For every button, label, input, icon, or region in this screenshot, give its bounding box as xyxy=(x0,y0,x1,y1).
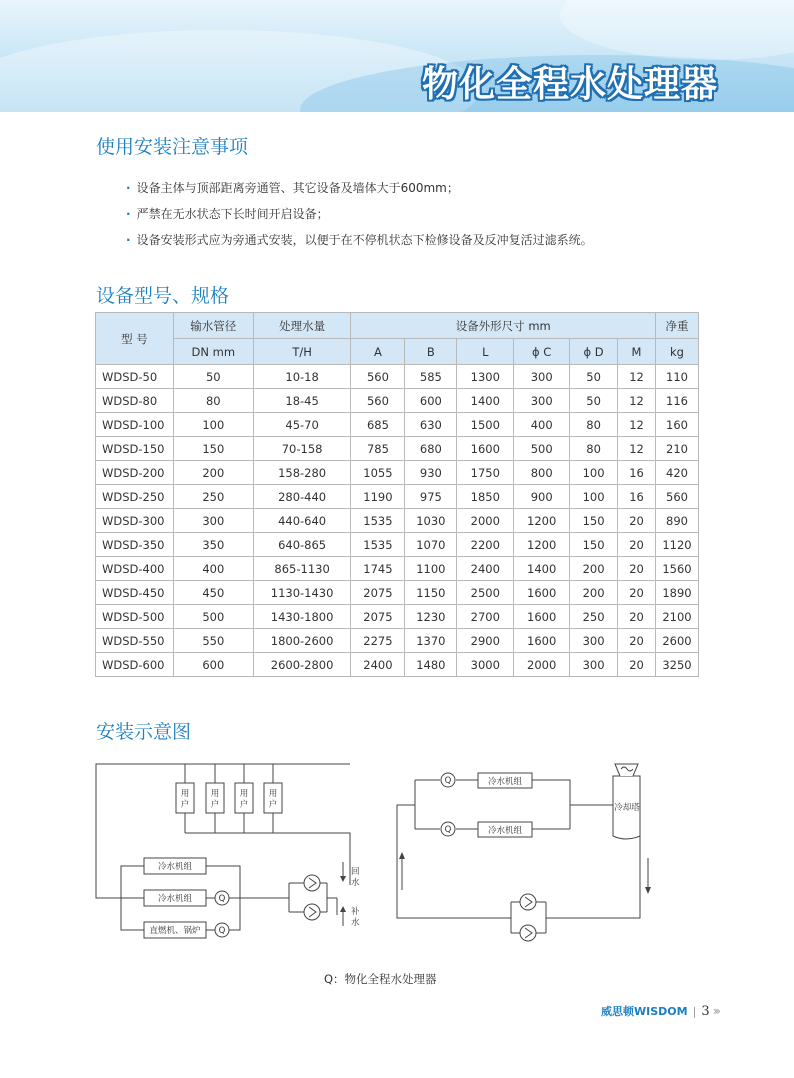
table-cell: 80 xyxy=(173,389,253,413)
table-cell: 20 xyxy=(618,533,656,557)
table-cell: 400 xyxy=(514,413,570,437)
table-cell: 116 xyxy=(655,389,698,413)
table-cell: 2075 xyxy=(351,605,405,629)
table-cell: 250 xyxy=(570,605,618,629)
q-label: Q xyxy=(218,926,226,936)
cooling-tower-fan xyxy=(615,764,638,776)
user-label: 户 xyxy=(210,800,220,810)
table-row xyxy=(96,485,699,509)
pump-icon xyxy=(304,904,320,920)
arrow-down-icon xyxy=(645,887,651,894)
table-cell: 200 xyxy=(570,557,618,581)
table-cell: 2075 xyxy=(351,581,405,605)
user-label: 户 xyxy=(180,800,190,810)
arrow-up-icon xyxy=(399,852,405,859)
table-cell: 20 xyxy=(618,557,656,581)
table-cell: 2400 xyxy=(457,557,514,581)
chiller-label: 冷水机组 xyxy=(157,862,193,872)
header-dim-d: ϕ D xyxy=(570,339,618,365)
note-item: · 严禁在无水状态下长时间开启设备； xyxy=(126,206,593,232)
header-dim-a: A xyxy=(351,339,405,365)
brand-logo: 威思顿WISDOM xyxy=(601,1005,688,1018)
table-cell: 2600 xyxy=(655,629,698,653)
pump-icon xyxy=(520,894,536,910)
table-cell: 1600 xyxy=(457,437,514,461)
table-cell: 100 xyxy=(570,485,618,509)
return-water-label: 水 xyxy=(351,878,360,888)
table-cell: 865-1130 xyxy=(253,557,351,581)
table-cell: 16 xyxy=(618,461,656,485)
table-cell: WDSD-350 xyxy=(96,533,174,557)
table-cell: 50 xyxy=(570,389,618,413)
right-piping xyxy=(397,780,640,933)
table-cell: 680 xyxy=(405,437,457,461)
header-dim-b: B xyxy=(405,339,457,365)
table-cell: 2900 xyxy=(457,629,514,653)
header-row xyxy=(96,339,699,365)
table-cell: 20 xyxy=(618,581,656,605)
header-dim-c: ϕ C xyxy=(514,339,570,365)
header-dim-m: M xyxy=(618,339,656,365)
table-cell: 50 xyxy=(570,365,618,389)
table-cell: 890 xyxy=(655,509,698,533)
table-cell: 80 xyxy=(570,413,618,437)
table-cell: 3000 xyxy=(457,653,514,677)
pump-icon xyxy=(520,925,536,941)
table-cell: 500 xyxy=(173,605,253,629)
table-cell: 1030 xyxy=(405,509,457,533)
table-cell: 1850 xyxy=(457,485,514,509)
header-flow-unit: T/H xyxy=(253,339,351,365)
table-cell: 440-640 xyxy=(253,509,351,533)
table-cell: 1400 xyxy=(457,389,514,413)
page-title: 物化全程水处理器 xyxy=(421,64,718,105)
table-cell: 300 xyxy=(514,389,570,413)
footer xyxy=(601,1003,718,1019)
table-cell: WDSD-80 xyxy=(96,389,174,413)
user-label: 用 xyxy=(180,789,190,799)
table-cell: 1130-1430 xyxy=(253,581,351,605)
table-cell: 630 xyxy=(405,413,457,437)
table-cell: 70-158 xyxy=(253,437,351,461)
table-cell: 150 xyxy=(173,437,253,461)
table-cell: 2400 xyxy=(351,653,405,677)
q-label: Q xyxy=(218,894,226,904)
table-cell: 100 xyxy=(570,461,618,485)
table-cell: 560 xyxy=(351,389,405,413)
user-label: 户 xyxy=(239,800,249,810)
table-cell: 250 xyxy=(173,485,253,509)
footer-divider: | xyxy=(692,1004,697,1018)
note-item: · 设备安装形式应为旁通式安装，以便于在不停机状态下检修设备及反冲复活过滤系统。 xyxy=(126,232,593,258)
arrow-down-icon xyxy=(340,876,346,882)
note-item: · 设备主体与顶部距离旁通管、其它设备及墙体大于600mm； xyxy=(126,180,593,206)
table-cell: 300 xyxy=(173,509,253,533)
table-cell: 1070 xyxy=(405,533,457,557)
table-row xyxy=(96,581,699,605)
table-cell: 1890 xyxy=(655,581,698,605)
install-title: 安装示意图 xyxy=(96,721,192,743)
table-cell: 1800-2600 xyxy=(253,629,351,653)
table-cell: 160 xyxy=(655,413,698,437)
makeup-water-label: 补 xyxy=(351,907,360,917)
table-cell: 1600 xyxy=(514,605,570,629)
table-cell: 2600-2800 xyxy=(253,653,351,677)
table-cell: 20 xyxy=(618,509,656,533)
table-cell: 12 xyxy=(618,437,656,461)
table-cell: WDSD-50 xyxy=(96,365,174,389)
spec-table-body xyxy=(96,365,699,677)
table-cell: 150 xyxy=(570,509,618,533)
makeup-water-label: 水 xyxy=(351,918,360,928)
table-cell: 100 xyxy=(173,413,253,437)
table-cell: 785 xyxy=(351,437,405,461)
header-weight: 净重 xyxy=(655,313,698,339)
table-cell: 1535 xyxy=(351,533,405,557)
table-cell: 350 xyxy=(173,533,253,557)
header-pipe: 输水管径 xyxy=(173,313,253,339)
table-cell: 110 xyxy=(655,365,698,389)
q-label: Q xyxy=(444,776,452,786)
header-dims: 设备外形尺寸 mm xyxy=(351,313,655,339)
table-cell: 1120 xyxy=(655,533,698,557)
table-cell: 1500 xyxy=(457,413,514,437)
table-cell: 200 xyxy=(173,461,253,485)
header-flow: 处理水量 xyxy=(253,313,351,339)
table-cell: 1055 xyxy=(351,461,405,485)
table-cell: 20 xyxy=(618,605,656,629)
table-cell: 2100 xyxy=(655,605,698,629)
table-cell: 20 xyxy=(618,653,656,677)
table-cell: 50 xyxy=(173,365,253,389)
table-cell: WDSD-100 xyxy=(96,413,174,437)
table-cell: 420 xyxy=(655,461,698,485)
table-cell: 975 xyxy=(405,485,457,509)
table-cell: 10-18 xyxy=(253,365,351,389)
table-cell: 2000 xyxy=(514,653,570,677)
user-label: 户 xyxy=(268,800,278,810)
table-cell: 1745 xyxy=(351,557,405,581)
table-cell: 1480 xyxy=(405,653,457,677)
table-row xyxy=(96,365,699,389)
table-row xyxy=(96,437,699,461)
table-cell: 158-280 xyxy=(253,461,351,485)
table-cell: 900 xyxy=(514,485,570,509)
table-cell: 1600 xyxy=(514,629,570,653)
table-cell: WDSD-250 xyxy=(96,485,174,509)
banner-wave xyxy=(560,0,794,60)
table-cell: WDSD-200 xyxy=(96,461,174,485)
table-cell: 1430-1800 xyxy=(253,605,351,629)
table-cell: WDSD-400 xyxy=(96,557,174,581)
table-cell: 450 xyxy=(173,581,253,605)
table-cell: 300 xyxy=(570,653,618,677)
table-cell: 1560 xyxy=(655,557,698,581)
table-cell: 80 xyxy=(570,437,618,461)
user-boxes xyxy=(176,783,282,813)
table-cell: 45-70 xyxy=(253,413,351,437)
table-cell: 2500 xyxy=(457,581,514,605)
header-weight-unit: kg xyxy=(655,339,698,365)
table-cell: 1200 xyxy=(514,533,570,557)
spec-title: 设备型号、规格 xyxy=(96,285,230,307)
table-cell: 585 xyxy=(405,365,457,389)
table-cell: 500 xyxy=(514,437,570,461)
notes-title: 使用安装注意事项 xyxy=(96,136,249,158)
table-cell: WDSD-300 xyxy=(96,509,174,533)
chevron-right-icon: ››› xyxy=(712,1004,718,1018)
table-cell: WDSD-550 xyxy=(96,629,174,653)
table-row xyxy=(96,557,699,581)
table-row xyxy=(96,413,699,437)
user-label: 用 xyxy=(210,789,220,799)
table-row xyxy=(96,605,699,629)
table-cell: 200 xyxy=(570,581,618,605)
q-label: Q xyxy=(444,825,452,835)
table-cell: 640-865 xyxy=(253,533,351,557)
page-number: 3 xyxy=(701,1003,710,1019)
notes-list xyxy=(126,180,593,258)
header-pipe-unit: DN mm xyxy=(173,339,253,365)
table-cell: 1200 xyxy=(514,509,570,533)
table-cell: 280-440 xyxy=(253,485,351,509)
installation-diagram xyxy=(0,750,794,990)
diagram-caption: Q：物化全程水处理器 xyxy=(324,972,437,986)
table-cell: 2000 xyxy=(457,509,514,533)
table-cell: 1190 xyxy=(351,485,405,509)
table-cell: 2275 xyxy=(351,629,405,653)
table-row xyxy=(96,509,699,533)
right-equipment xyxy=(399,764,651,941)
table-cell: 16 xyxy=(618,485,656,509)
table-cell: 1400 xyxy=(514,557,570,581)
header-model: 型 号 xyxy=(96,313,174,365)
table-cell: 1100 xyxy=(405,557,457,581)
table-cell: 150 xyxy=(570,533,618,557)
arrow-up-icon xyxy=(340,906,346,912)
table-cell: 560 xyxy=(351,365,405,389)
user-label: 用 xyxy=(268,789,278,799)
table-cell: 1230 xyxy=(405,605,457,629)
table-cell: 550 xyxy=(173,629,253,653)
return-water-label: 回 xyxy=(351,867,360,877)
table-cell: 18-45 xyxy=(253,389,351,413)
spec-table xyxy=(95,312,699,677)
table-cell: 1150 xyxy=(405,581,457,605)
header-dim-l: L xyxy=(457,339,514,365)
table-cell: 300 xyxy=(570,629,618,653)
table-cell: 600 xyxy=(173,653,253,677)
table-cell: 600 xyxy=(405,389,457,413)
table-cell: 930 xyxy=(405,461,457,485)
table-cell: 12 xyxy=(618,389,656,413)
table-cell: 400 xyxy=(173,557,253,581)
table-cell: WDSD-450 xyxy=(96,581,174,605)
cooling-tower-label: 冷却塔 xyxy=(614,803,640,813)
table-row xyxy=(96,389,699,413)
table-cell: 3250 xyxy=(655,653,698,677)
table-row xyxy=(96,629,699,653)
table-cell: 210 xyxy=(655,437,698,461)
table-cell: WDSD-150 xyxy=(96,437,174,461)
table-cell: 685 xyxy=(351,413,405,437)
table-cell: 20 xyxy=(618,629,656,653)
table-cell: WDSD-600 xyxy=(96,653,174,677)
table-cell: 1300 xyxy=(457,365,514,389)
table-row xyxy=(96,461,699,485)
table-cell: 2700 xyxy=(457,605,514,629)
table-cell: 560 xyxy=(655,485,698,509)
table-cell: WDSD-500 xyxy=(96,605,174,629)
table-cell: 300 xyxy=(514,365,570,389)
table-cell: 800 xyxy=(514,461,570,485)
chiller-label: 冷水机组 xyxy=(487,826,523,836)
pump-icon xyxy=(304,875,320,891)
table-cell: 1535 xyxy=(351,509,405,533)
header-row xyxy=(96,313,699,339)
table-cell: 1600 xyxy=(514,581,570,605)
chiller-label: 冷水机组 xyxy=(487,777,523,787)
table-cell: 12 xyxy=(618,365,656,389)
boiler-label: 直燃机、锅炉 xyxy=(149,926,201,936)
chiller-label: 冷水机组 xyxy=(157,894,193,904)
user-label: 用 xyxy=(239,789,249,799)
header-banner xyxy=(0,0,794,112)
table-cell: 1370 xyxy=(405,629,457,653)
table-row xyxy=(96,533,699,557)
table-cell: 2200 xyxy=(457,533,514,557)
table-cell: 1750 xyxy=(457,461,514,485)
table-cell: 12 xyxy=(618,413,656,437)
table-row xyxy=(96,653,699,677)
